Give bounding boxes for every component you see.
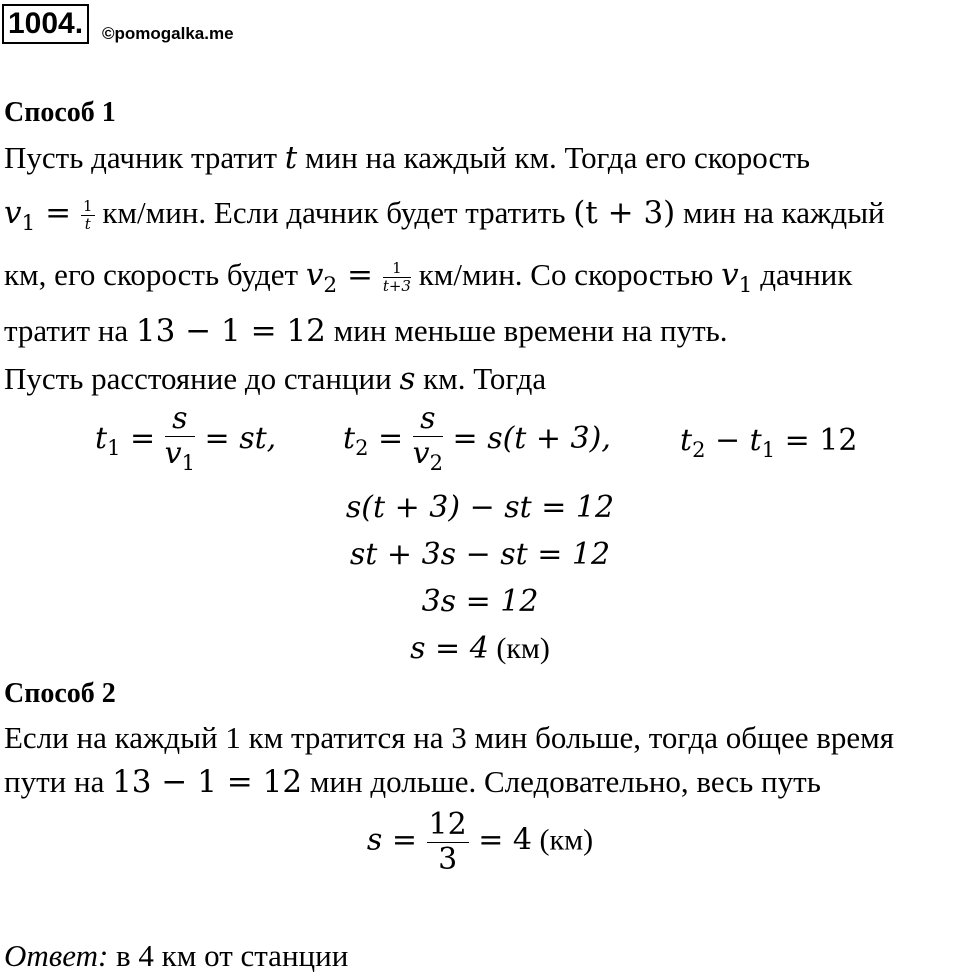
equation-t2: $t_2$ = $\frac{s}{v_2}$ = s(t + 3), bbox=[343, 401, 611, 475]
answer bbox=[4, 938, 348, 974]
method1-line4: тратит на 13 − 1 = 12 мин меньше времени на путь. bbox=[4, 313, 728, 349]
fraction-v1: $\frac{1}{t}$ bbox=[83, 197, 93, 234]
equation-step1: s(t + 3) − st = 12 bbox=[345, 490, 615, 525]
method1-heading: Способ 1 bbox=[4, 97, 116, 128]
answer-label: Ответ: bbox=[4, 938, 109, 973]
equation-t1: $t_1$ = $\frac{s}{v_1}$ = st, bbox=[95, 401, 277, 475]
method1-line5: Пусть расстояние до станции s км. Тогда bbox=[4, 361, 547, 397]
method2-line2: пути на 13 − 1 = 12 мин дольше. Следовательно, весь путь bbox=[4, 764, 821, 800]
method1-line3: км, его скорость будет $v_2$ = $\frac{1}{t+3}$ км/мин. Со скоростью $v_1$ дачник bbox=[4, 257, 853, 299]
site-credit: ©pomogalka.me bbox=[102, 24, 234, 43]
method2-line1: Если на каждый 1 км тратится на 3 мин больше, тогда общее время bbox=[4, 720, 894, 755]
equation-step3: 3s = 12 bbox=[421, 584, 539, 619]
method2-heading: Способ 2 bbox=[4, 678, 116, 709]
equation-step4: s = 4 (км) bbox=[410, 631, 550, 666]
equation-step2: st + 3s − st = 12 bbox=[349, 537, 611, 572]
answer-text: в 4 км от станции bbox=[108, 938, 349, 973]
problem-number: 1004. bbox=[2, 4, 89, 44]
method1-line2: $v_1$ = $\frac{1}{t}$ км/мин. Если дачник будет тратить (t + 3) мин на каждый bbox=[4, 195, 885, 237]
equation-method2: s = $\frac{12}{3}$ = 4 (км) bbox=[366, 807, 594, 877]
method1-line1: Пусть дачник тратит t мин на каждый км. Тогда его скорость bbox=[4, 140, 811, 176]
equation-diff: $t_2 - t_1 = 12$ bbox=[680, 423, 858, 462]
fraction-v2: $\frac{1}{t+3}$ bbox=[382, 259, 411, 296]
